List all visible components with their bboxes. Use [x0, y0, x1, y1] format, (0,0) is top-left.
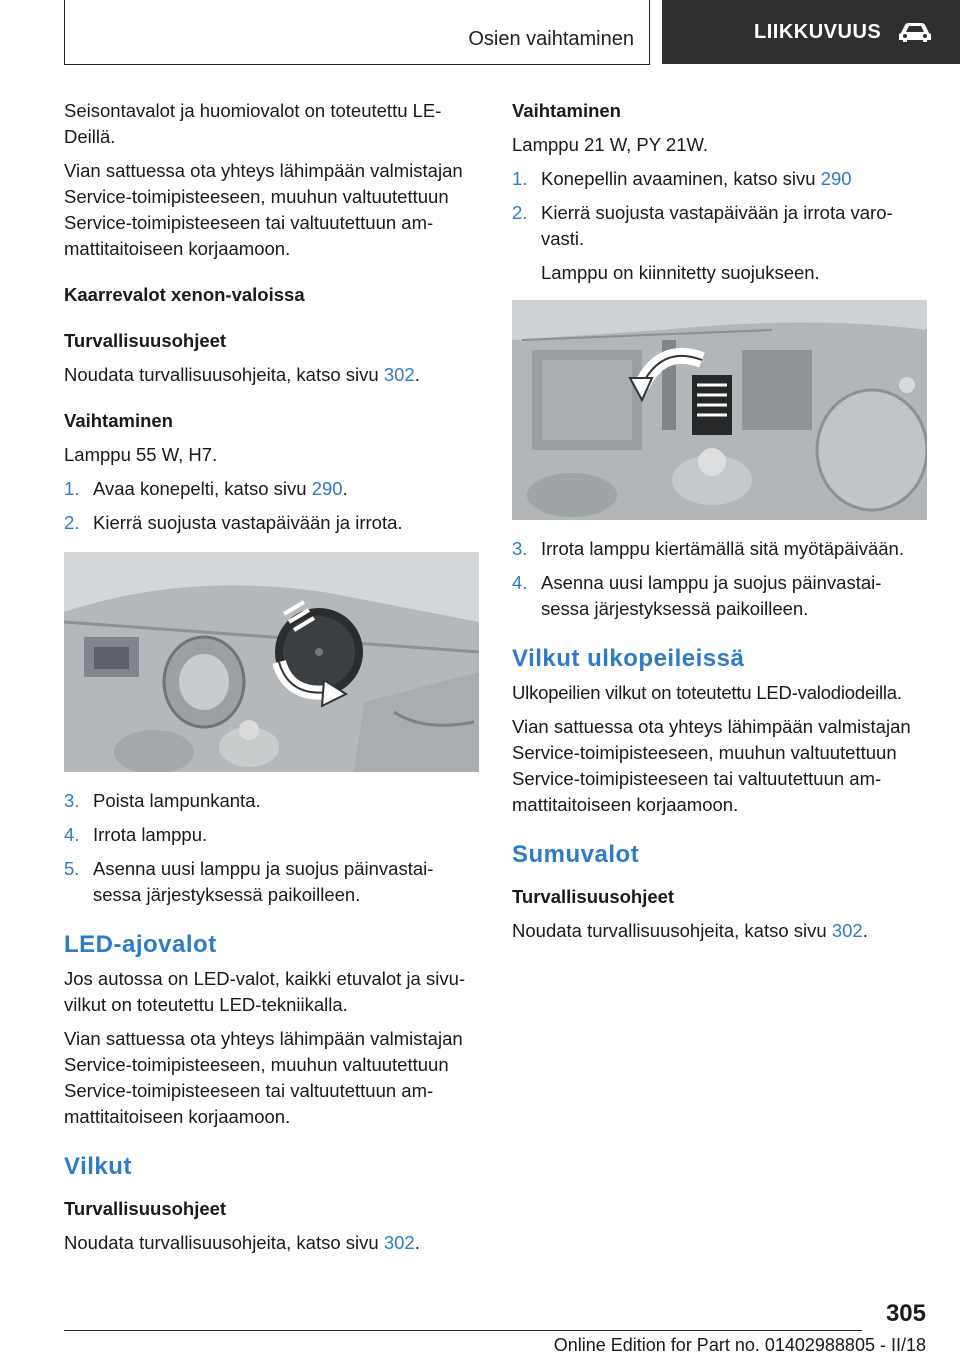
- step-number: 1.: [512, 168, 528, 189]
- lamp-spec: Lamppu 21 W, PY 21W.: [512, 134, 709, 155]
- intro-paragraph: Seisontavalot ja huomiovalot on toteutettu LE-Deillä.: [64, 100, 442, 147]
- safety-text: Noudata turvallisuusohjeita, katso sivu: [512, 920, 832, 941]
- heading-turn-signals: Vilkut: [64, 1153, 132, 1180]
- service-paragraph: Vian sattuessa ota yhteys lähimpään valmistajan Service-toimipisteeseen, muuhun valtuutettuun Service-toimipisteeseen tai valtuutettuun am-mattitaitoiseen korjaamoon.: [64, 160, 463, 259]
- safety-text: Noudata turvallisuusohjeita, katso sivu: [64, 1232, 384, 1253]
- mirror-paragraph: Ulkopeilien vilkut on toteutettu LED-valodiodeilla.: [512, 682, 902, 703]
- service-paragraph: Vian sattuessa ota yhteys lähimpään valmistajan Service-toimipisteeseen, muuhun valtuutettuun Service-toimipisteeseen tai valtuutettuun am-mattitaitoiseen korjaamoon.: [512, 716, 911, 815]
- chapter-title: LIIKKUVUUS: [754, 20, 882, 43]
- heading-led-headlights: LED-ajovalot: [64, 931, 217, 958]
- safety-text: Noudata turvallisuusohjeita, katso sivu: [64, 364, 384, 385]
- step-number: 2.: [64, 512, 80, 533]
- heading-fog-lights: Sumuvalot: [512, 841, 640, 868]
- heading-mirror-turn-signals: Vilkut ulkopeileissä: [512, 645, 745, 672]
- car-icon: [897, 21, 933, 43]
- page-link[interactable]: 290: [820, 168, 852, 189]
- subheading-replace: Vaihtaminen: [512, 100, 621, 121]
- lamp-spec: Lamppu 55 W, H7.: [64, 444, 218, 465]
- step-label: Avaa konepelti, katso sivu: [93, 478, 312, 499]
- right-column: [512, 98, 928, 952]
- list-item: [64, 788, 479, 814]
- subheading-replace: Vaihtaminen: [64, 410, 173, 431]
- list-item: [64, 510, 479, 536]
- safety-paragraph: Noudata turvallisuusohjeita, katso sivu 302.: [512, 920, 868, 941]
- step-number: 2.: [512, 202, 528, 223]
- step-number: 4.: [64, 824, 80, 845]
- step-number: 4.: [512, 572, 528, 593]
- page-link[interactable]: 302: [831, 920, 863, 941]
- list-item: [512, 570, 928, 622]
- step-text: Asenna uusi lamppu ja suojus päinvastai-sessa järjestyksessä paikoilleen.: [93, 858, 434, 905]
- subheading-safety: Turvallisuusohjeet: [64, 330, 227, 351]
- section-title: Osien vaihtaminen: [468, 28, 634, 50]
- step-number: 5.: [64, 858, 80, 879]
- steps-list: [512, 536, 928, 622]
- list-item: [64, 822, 479, 848]
- header-separator: [649, 0, 650, 65]
- service-paragraph: Vian sattuessa ota yhteys lähimpään valmistajan Service-toimipisteeseen, muuhun valtuutettuun Service-toimipisteeseen tai valtuutettuun am-mattitaitoiseen korjaamoon.: [64, 1028, 463, 1127]
- footer-rule: [64, 1330, 862, 1331]
- steps-list: [64, 476, 479, 536]
- subheading-xenon: Kaarrevalot xenon-valoissa: [64, 284, 305, 305]
- step-text: [93, 476, 479, 502]
- subheading-safety: Turvallisuusohjeet: [512, 886, 675, 907]
- step-text: Poista lampunkanta.: [93, 790, 261, 811]
- header-border-left: [64, 0, 65, 65]
- step-note: Lamppu on kiinnitetty suojukseen.: [541, 262, 820, 283]
- step-text: Irrota lamppu kiertämällä sitä myötäpäivään.: [541, 538, 904, 559]
- step-text: Kierrä suojusta vastapäivään ja irrota.: [93, 512, 403, 533]
- step-text: [541, 166, 928, 192]
- chapter-tab: [662, 0, 960, 64]
- steps-list: [64, 788, 479, 908]
- step-number: 1.: [64, 478, 80, 499]
- page-link[interactable]: 302: [383, 364, 415, 385]
- step-label: Konepellin avaaminen, katso sivu: [541, 168, 821, 189]
- page-number: 305: [885, 1300, 926, 1327]
- header-rule: [64, 64, 650, 65]
- list-item: [64, 856, 479, 908]
- left-column: [64, 98, 479, 1264]
- list-item: [512, 166, 928, 192]
- steps-list: [512, 166, 928, 252]
- step-number: 3.: [512, 538, 528, 559]
- step-suffix: .: [342, 478, 348, 499]
- turn-signal-photo: [512, 300, 927, 520]
- step-number: 3.: [64, 790, 80, 811]
- list-item: [64, 476, 479, 502]
- list-item: [512, 200, 928, 252]
- step-text: Irrota lamppu.: [93, 824, 208, 845]
- safety-paragraph: Noudata turvallisuusohjeita, katso sivu 302.: [64, 1232, 420, 1253]
- headlight-photo: [64, 552, 479, 772]
- list-item: [512, 536, 928, 562]
- page-link[interactable]: 302: [383, 1232, 415, 1253]
- safety-paragraph: Noudata turvallisuusohjeita, katso sivu 302.: [64, 364, 420, 385]
- edition-note: Online Edition for Part no. 01402988805 - II/18: [553, 1335, 926, 1355]
- subheading-safety: Turvallisuusohjeet: [64, 1198, 227, 1219]
- step-text: Kierrä suojusta vastapäivään ja irrota varo-vasti.: [541, 202, 893, 249]
- page-link[interactable]: 290: [311, 478, 343, 499]
- step-text: Asenna uusi lamppu ja suojus päinvastai-sessa järjestyksessä paikoilleen.: [541, 572, 882, 619]
- led-paragraph: Jos autossa on LED-valot, kaikki etuvalot ja sivu-vilkut on toteutettu LED-tekniikalla.: [64, 968, 466, 1015]
